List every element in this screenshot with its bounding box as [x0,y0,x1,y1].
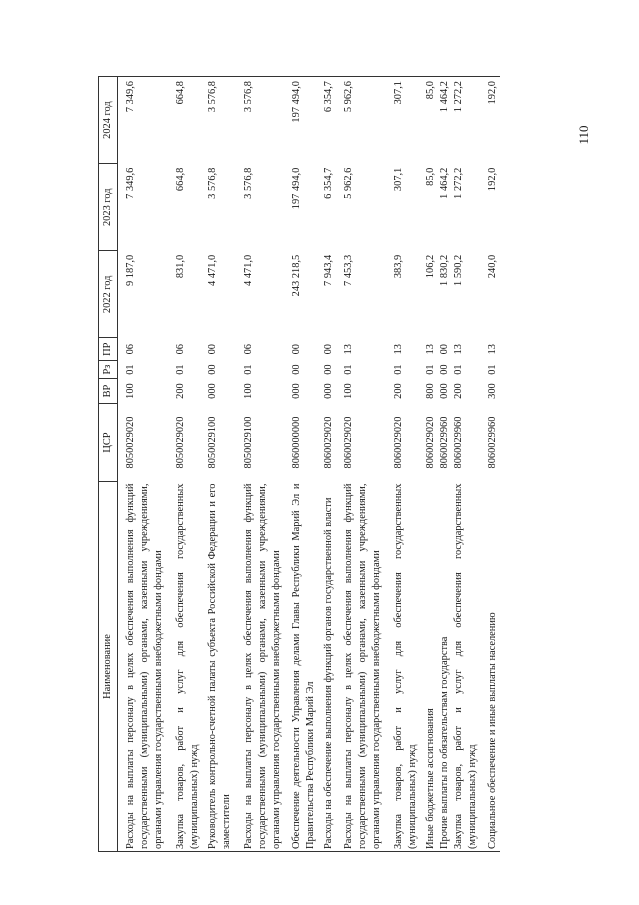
row-vr: 100 [243,383,254,399]
row-pr: 00 [323,344,334,355]
row-pr: 00 [439,344,450,355]
table-row [438,77,452,852]
row-2023: 664,8 [175,167,186,192]
row-2023: 1 464,2 [439,167,450,199]
row-name: Расходы на выплаты персоналу в целях обеспечения выполнения функций государственными (муниципальными) органами, казенными учреждениями, органами управления государственными внебюджетными фондами [343,483,382,849]
row-2024: 5 962,6 [343,81,354,113]
header-vr: ВР [99,379,118,404]
table-row [318,77,336,852]
row-csr: 8060029960 [487,416,498,469]
table-row [384,77,420,852]
header-2023: 2023 год [99,164,118,251]
budget-table-container [98,76,532,852]
row-name: Закупка товаров, работ и услуг для обеспечения государственных (муниципальных) нужд [453,483,478,849]
row-name: Иные бюджетные ассигнования [425,708,436,849]
row-vr: 000 [291,383,302,399]
header-name: Наименование [99,482,118,852]
table-row [452,77,480,852]
budget-table [98,76,500,852]
row-pr: 00 [291,344,302,355]
row-2024: 7 349,6 [125,81,136,113]
row-rz: 00 [207,364,218,375]
table-row [480,77,500,852]
row-name: Закупка товаров, работ и услуг для обеспечения государственных (муниципальных) нужд [393,483,418,849]
row-rz: 01 [243,364,254,375]
row-vr: 000 [207,383,218,399]
row-2022: 831,0 [175,254,186,279]
row-rz: 00 [439,364,450,375]
row-pr: 13 [487,344,498,355]
row-2024: 85,0 [425,81,436,100]
row-vr: 200 [393,383,404,399]
row-2024: 192,0 [487,81,498,105]
row-vr: 000 [439,383,450,399]
row-rz: 01 [393,364,404,375]
row-csr: 8060029020 [393,416,404,469]
row-2022: 1 590,2 [453,254,464,286]
row-name: Расходы на выплаты персоналу в целях обеспечения выполнения функций государственными (муниципальными) органами, казенными учреждениями, органами управления государственными внебюджетными фондами [125,483,164,849]
row-2022: 383,9 [393,254,404,279]
row-name: Закупка товаров, работ и услуг для обеспечения государственных (муниципальных) нужд [175,483,200,849]
row-2022: 106,2 [425,254,436,279]
row-csr: 8060000000 [291,416,302,469]
header-2024: 2024 год [99,77,118,164]
table-body [118,77,501,852]
row-csr: 8060029960 [439,416,450,469]
row-csr: 8050029100 [243,416,254,469]
row-vr: 200 [453,383,464,399]
row-pr: 00 [207,344,218,355]
row-2023: 307,1 [393,167,404,192]
table-row [234,77,284,852]
row-rz: 01 [487,364,498,375]
row-vr: 800 [425,383,436,399]
table-header [99,77,118,852]
row-2023: 192,0 [487,167,498,192]
row-pr: 06 [175,344,186,355]
row-vr: 000 [323,383,334,399]
row-2023: 197 494,0 [291,167,302,210]
row-2022: 243 218,5 [291,254,302,297]
row-rz: 01 [125,364,136,375]
row-vr: 300 [487,383,498,399]
row-2024: 664,8 [175,81,186,105]
row-csr: 8060029020 [343,416,354,469]
row-rz: 00 [323,364,334,375]
row-pr: 13 [343,344,354,355]
row-2023: 1 272,2 [453,167,464,199]
row-2023: 3 576,8 [243,167,254,199]
row-rz: 01 [175,364,186,375]
row-2023: 85,0 [425,167,436,186]
row-name: Расходы на обеспечение выполнения функций органов государственной власти [323,497,334,849]
row-2024: 307,1 [393,81,404,105]
row-name: Руководитель контрольно-счетной палаты субъекта Российской Федерации и его заместители [207,483,232,849]
header-2022: 2022 год [99,251,118,338]
row-2023: 6 354,7 [323,167,334,199]
row-pr: 06 [243,344,254,355]
row-vr: 100 [343,383,354,399]
row-pr: 13 [393,344,404,355]
row-csr: 8050029020 [175,416,186,469]
row-2024: 1 272,2 [453,81,464,113]
row-vr: 100 [125,383,136,399]
header-csr: ЦСР [99,403,118,481]
table-row [118,77,167,852]
row-vr: 200 [175,383,186,399]
row-2022: 4 471,0 [207,254,218,286]
row-2024: 1 464,2 [439,81,450,113]
table-row [166,77,202,852]
row-rz: 01 [425,364,436,375]
row-2024: 6 354,7 [323,81,334,113]
row-rz: 01 [343,364,354,375]
row-rz: 01 [453,364,464,375]
row-2022: 9 187,0 [125,254,136,286]
page-number: 110 [576,125,591,145]
row-2022: 1 830,2 [439,254,450,286]
table-row [420,77,438,852]
header-pr: ПР [99,338,118,361]
header-rz: Рз [99,361,118,379]
row-csr: 8050029020 [125,416,136,469]
row-csr: 8060029960 [453,416,464,469]
row-name: Прочие выплаты по обязательствам государства [439,636,450,849]
row-2022: 240,0 [487,254,498,279]
row-csr: 8060029020 [323,416,334,469]
row-name: Расходы на выплаты персоналу в целях обеспечения выполнения функций государственными (муниципальными) органами, казенными учреждениями, органами управления государственными внебюджетными фондами [243,483,282,849]
row-2024: 3 576,8 [207,81,218,113]
row-2023: 5 962,6 [343,167,354,199]
row-name: Социальное обеспечение и иные выплаты населению [487,612,498,849]
table-row [284,77,318,852]
row-csr: 8060029020 [425,416,436,469]
row-name: Обеспечение деятельности Управления делами Главы Республики Марий Эл и Правительства Республики Марий Эл [291,483,316,849]
row-pr: 13 [453,344,464,355]
row-csr: 8050029100 [207,416,218,469]
row-pr: 06 [125,344,136,355]
row-pr: 13 [425,344,436,355]
row-2022: 4 471,0 [243,254,254,286]
row-2023: 7 349,6 [125,167,136,199]
table-row [336,77,384,852]
row-2022: 7 943,4 [323,254,334,286]
table-row [202,77,234,852]
row-2023: 3 576,8 [207,167,218,199]
row-2024: 197 494,0 [291,81,302,123]
row-2022: 7 453,3 [343,254,354,286]
row-rz: 00 [291,364,302,375]
row-2024: 3 576,8 [243,81,254,113]
